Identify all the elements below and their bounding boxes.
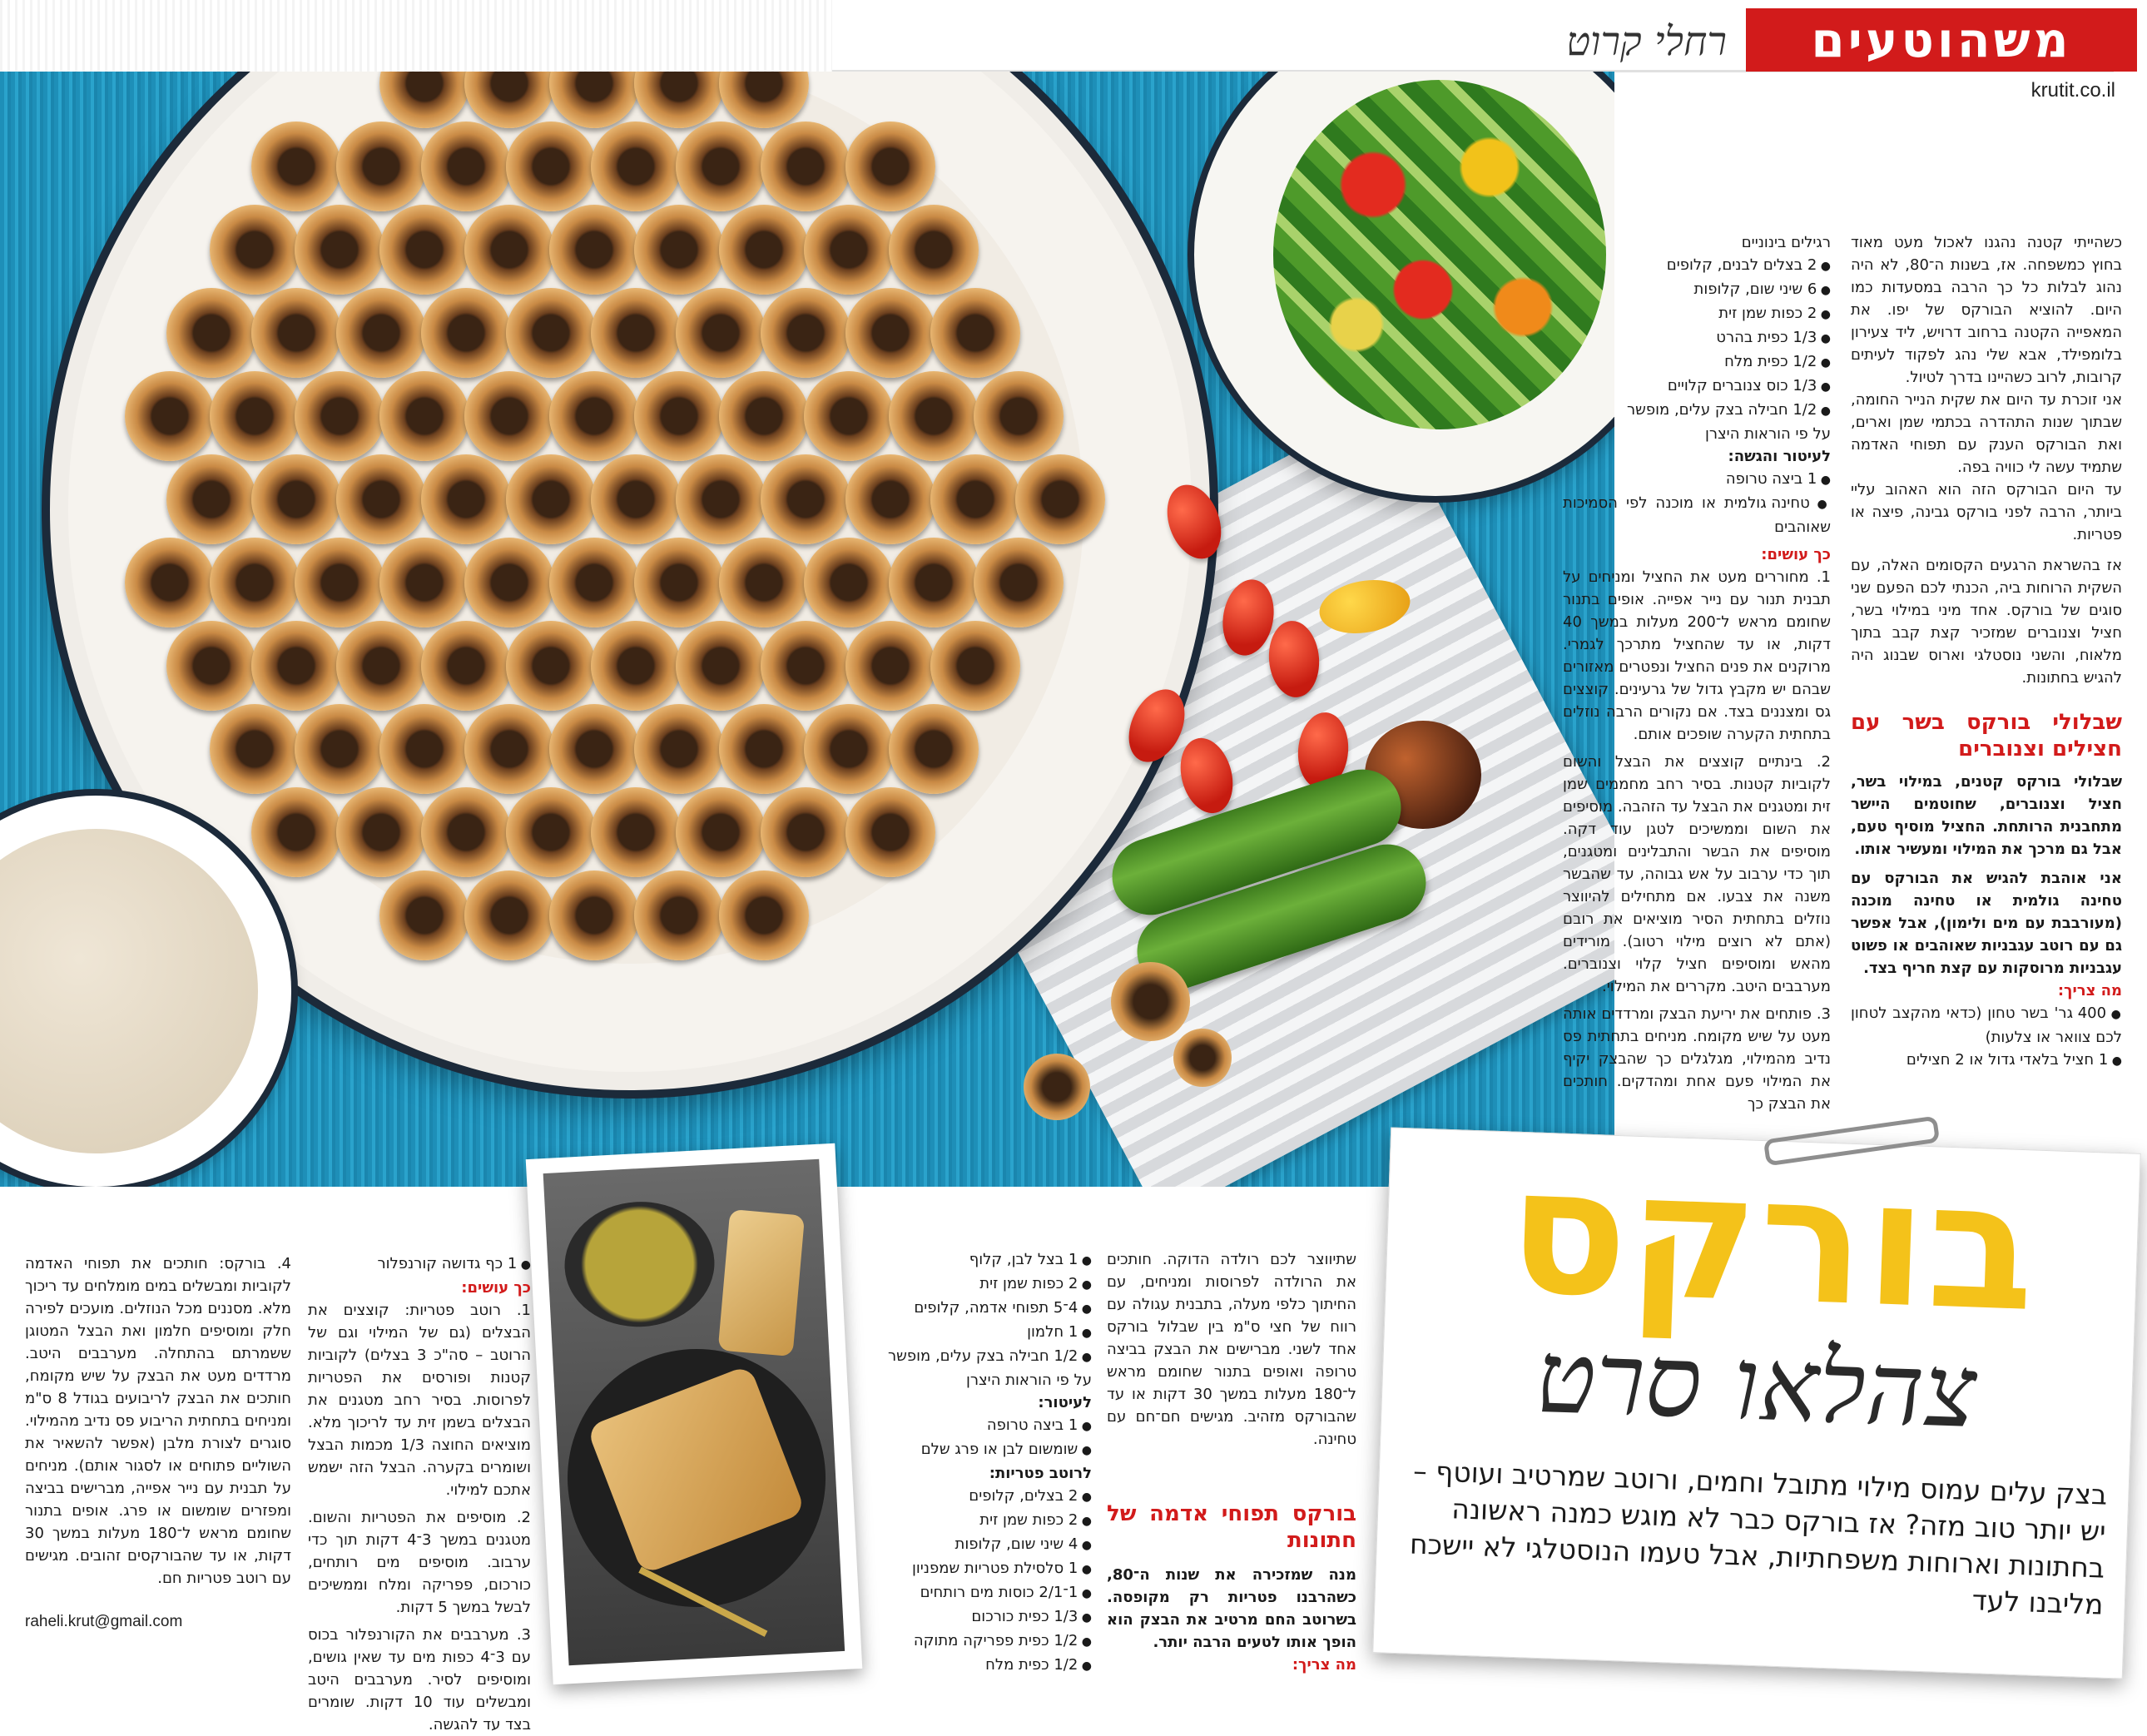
borek-snail-pastry [676,787,766,877]
glaze-label: לעיטור: [1038,1394,1092,1411]
ingredient-item: ● שומשום לבן או פרג שלם [867,1438,1092,1462]
step: 3. מערבבים את הקורנפלור בכוס עם 3־4 כפות מים עד שאין גושים, ומוסיפים לסיר. מערבבים היטב ומבשלים עוד 10 דקות. שומרים בצד עד להגשה. [308,1626,532,1734]
chopped-salad [1273,80,1606,429]
sauce-bowl [562,1198,718,1331]
ingredient-item: ● 2 בצלים, קלופים [867,1485,1092,1509]
borek-snail-pastry [845,288,935,378]
ingredient-item: ● 1/3 כפית כורכום [867,1605,1092,1629]
recipe2-sauce [867,1485,1092,1678]
borek-snail-pastry [421,621,511,711]
ingredient-item: ● 1 סלסילת פטריות שמפניון [867,1557,1092,1581]
ingredient-item: ● 1/2 כפית מלח [1563,350,1831,374]
script-subtitle: צהלאו סרט [1533,1319,1979,1451]
borek-snail-pastry [634,704,724,794]
header-texture-strip [0,0,832,73]
author-name: רחלי קרוט [1566,18,1727,65]
borek-snail-pastry [464,870,554,960]
borek-snail-pastry [591,454,681,544]
loose-pastry [1024,1054,1090,1120]
borek-snail-pastry [719,870,809,960]
recipe1-what-label: מה צריך: [2057,982,2122,999]
borek-snail-pastry [379,704,469,794]
borek-snail-pastry [125,371,215,461]
borek-snail-pastry [251,787,341,877]
borek-snail-pastry [464,538,554,627]
intro-paragraph: אני זוכרת עד היום את שקית הנייר החומה, שבתוך שנות התהדרה בכתמי שמן וארים, ואת הבורקס הענק עם תפוחי האדמה שתמיד עשה לי כוויה בפה. [1851,391,2122,476]
borek-snail-pastry [210,538,300,627]
recipe1-column [1563,231,1831,1115]
main-headline: בורקס [1505,1128,2040,1351]
borek-snail-pastry [210,371,300,461]
intro-paragraph: עד היום הבורקס הזה הוא האהוב עליי ביותר, הרבה לפני בורקס גבינה, פיצה או פטריות. [1851,481,2122,543]
recipe2-steps-column-b [25,1252,291,1590]
borek-snail-pastry [166,288,256,378]
thaw-note: על פי הוראות היצרן [1704,425,1831,443]
ingredient-item: ● 1/2 כפית מלח [867,1654,1092,1678]
ingredient-item: ● 1־2/1 כוסות מים רותחים [867,1581,1092,1605]
ingredient-item: ● 1 חלמון [867,1321,1092,1345]
borek-snail-pastry [591,122,681,211]
borek-snail-pastry [804,371,894,461]
borek-snail-pastry [336,288,426,378]
borek-snail-pastry [210,704,300,794]
main-food-photo [0,72,1614,1187]
intro-column [1851,231,2122,1073]
borek-snail-pastry [845,787,935,877]
borek-snail-pastry [889,371,979,461]
borek-snail-pastry [719,704,809,794]
recipe2-ingredients [867,1248,1092,1369]
recipe1-ingredients-b [1563,254,1831,423]
borek-snail-pastry [930,621,1020,711]
borek-snail-pastry [761,787,850,877]
borek-snail-pastry [719,371,809,461]
borek-snail-pastry [421,787,511,877]
borek-snail-pastry [930,288,1020,378]
borek-snail-pastry [506,454,596,544]
borek-snail-pastry [1015,454,1105,544]
ingredient-continuation: רגילים בינוניים [1741,234,1831,251]
glaze-label: לעיטור והגשה: [1728,448,1831,465]
ingredient-item: ● 2 בצלים לבנים, קלופים [1563,254,1831,278]
ingredient-item: ● 400 גר' בשר טחון (כדאי מהקצב לטחון לכם צוואר או צלעות) [1851,1002,2122,1049]
borek-snail-pastry [719,538,809,627]
recipe1-cont-column [1107,1248,1356,1676]
recipe2-title: בורקס תפוחי אדמה של חתונות [1107,1501,1356,1553]
borek-snail-pastry [210,205,300,295]
website-url: krutit.co.il [2030,79,2115,102]
borek-snail-pastry [295,205,384,295]
recipe2-description: מנה שמזכירה את שנות ה־80, כשהרבנו פטריות רק מקופסה. בשרוטב החם מרטיב את הבצק הוא הופך אותו לטעים הרבה יותר. [1107,1566,1356,1651]
ingredient-item: ● 1 ביצה טרופה [1563,468,1831,492]
borek-snail-pastry [761,288,850,378]
borek-snail-pastry [336,621,426,711]
intro-paragraph: כשהייתי קטנה נהגנו לאכול מעט מאוד בחוץ כמשפחה. אז, בשנות ה־80, לא היה נהוג לבלות כל כך הרבה במסעדות כמו היום. להוציא הבורקס של יפו. את המאפייה הקטנה ברחוב דרויש, ליד צעירון בלומפילד, אבא שלי נהג לפקוד לעיתים קרובות, לרוב כשהיינו בדרך לטיול. [1851,234,2122,386]
borek-snail-pastry [251,454,341,544]
ingredient-item: ● טחינה גולמית או מוכנה לפי הסמיכות שאוהבים [1563,492,1831,538]
borek-snail-pastry [591,621,681,711]
borek-snail-pastry [166,454,256,544]
loose-pastry [1173,1029,1232,1087]
borek-snail-pastry [804,704,894,794]
recipe2-steps-column-a [308,1252,531,1736]
borek-snail-pastry [889,704,979,794]
borek-snail-pastry [974,538,1064,627]
borek-snail-pastry [251,288,341,378]
borek-snail-pastry [676,454,766,544]
borek-snail-pastry [251,122,341,211]
borek-snail-pastry [464,704,554,794]
step: 2. בינתיים קוצצים את הבצל והשום לקוביות קטנות. בסיר רחב מחממים שמן זית ומטגנים את הבצל עד הזהבה. מוסיפים את השום וממשיכים לטגן עוד דקה. מוסיפים את הבשר והתבלינים ומטגנים, תוך כדי ערבוב על אש גבוהה, עד שהבשר משנה את צבעו. אם מתחילים להיווצר נוזלים בתחתית הסיר מוציאים את רובם (אתם לא רוצים מילוי רטוב). מורידים מהאש ומוסיפים חציל קלוי וצנוברים. מערבבים היטב. מקררים את המילוי. [1563,753,1831,995]
borek-snail-pastry [379,870,469,960]
ingredient-item: ● 4־5 תפוחי אדמה, קלופים [867,1297,1092,1321]
intro-paragraph: אז בהשראת הרגעים הקסומים האלה, עם השקית הרוחות ביה, הכנתי לכם הפעם שני סוגים של בורקס. אחד מיני במילוי בשר, חציל וצנוברים שמזכיר קצת קבב בתוך מלאוח, והשני נוסטלגי וארוס שבנוג היה להגיש בחתונות. [1851,557,2122,687]
borek-snail-pastry [464,205,554,295]
recipe1-description: שבלולי בורקס קטנים, במילוי בשר, חציל וצנוברים, שחוטמים היישר מתחבנית הרותחת. החציל מוסיף טעם, אבל גם מרכך את המילוי ומעשיר אותו. [1851,773,2122,858]
ingredient-item: ● 4 שיני שום, קלופות [867,1533,1092,1557]
borek-snail-pastry [506,787,596,877]
borek-snail-pastry [251,621,341,711]
ingredient-item: ● 1 בצל לבן, קלוף [867,1248,1092,1272]
lead-paragraph: בצק עלים עמוס מילוי מתובל וחמים, ורוטב שמרטיב ועוטף – יש יותר טוב מזה? אז בורקס כבר לא מוגש כמנה ראשונה בחתונות וארוחות משפחתיות, אבל טעמו הנוסטלגי לא יישכח מליבנו לעד [1409,1454,2108,1621]
borek-snail-pastry [295,704,384,794]
borek-snail-pastry [125,538,215,627]
sauce-label: לרוטב פטריות: [989,1465,1092,1482]
borek-snail-pastry [634,870,724,960]
borek-snail-pastry [336,122,426,211]
borek-snail-pastry [719,205,809,295]
section-title: משהוטעים [1746,8,2137,72]
ingredient-item: ● 1/2 חבילה בצק עלים, מופשר [1563,399,1831,423]
borek-snail-pastry [421,288,511,378]
borek-snail-pastry [761,454,850,544]
borek-snail-pastry [634,371,724,461]
ingredient-item: ● 1/2 כפית פפריקה מתוקה [867,1629,1092,1654]
recipe1-title: שבלולי בורקס בשר עם חצילים וצנוברים [1851,710,2122,761]
borek-snail-pastry [634,205,724,295]
borek-snail-pastry [549,538,639,627]
borek-snail-pastry [421,454,511,544]
borek-snail-pastry [974,371,1064,461]
borek-snail-pastry [549,205,639,295]
ingredient-item: ● 6 שיני שום, קלופות [1563,278,1831,302]
how-label: כך עושים: [1761,546,1831,563]
borek-piece [718,1209,805,1357]
ingredient-item: ● 2 כפות שמן זית [867,1509,1092,1533]
ingredient-item: ● 1/2 חבילה בצק עלים, מופשר [867,1345,1092,1369]
inset-photo [543,1159,845,1666]
borek-snail-pastry [379,205,469,295]
author-email: raheli.krut@gmail.com [25,1613,183,1630]
step: 1. מחוררים מעט את החציל ומניחים על תבנית תנור עם נייר אפייה. אופים בתנור שחומם מראש ל־200 מעלות במשך 40 דקות, או עד שהחציל מתרכך לגמרי. מרוקנים את פנים החציל ונפטרים מאזורים שבהם יש מקבץ גדול של גרעינים. קוצצים גס ומצננים בצד. אם נקורים הרבה נוזלים בתחתית הקערה שופכים אותם. [1563,568,1831,743]
borek-snail-pastry [761,122,850,211]
borek-snail-pastry [845,621,935,711]
borek-snail-pastry [676,288,766,378]
page-header [0,0,2147,72]
ingredient-item: ● 1 חציל בלאדי גדול או 2 חצילים [1851,1049,2122,1073]
thaw-note: על פי הוראות היצרן [965,1371,1092,1389]
ingredient-item: ● 1 ביצה טרופה [867,1414,1092,1438]
borek-snail-pastry [889,538,979,627]
borek-snail-pastry [889,205,979,295]
recipe1-serving-note: אני אוהבת להגיש את הבורקס עם טחינה גולמית או טחינה מוכנה (מעורבבת עם מים ולימון), אבל אפשר גם עם רוטב עגבניות שאוהבים או פשוט עגבניות מרוסקות עם קצת חריף בצד. [1851,870,2122,977]
borek-snail-pastry [591,787,681,877]
borek-snail-pastry [166,621,256,711]
recipe2-ingredients-column [867,1248,1092,1678]
borek-snail-pastry [845,454,935,544]
step: 1. רוטב פטריות: קוצצים את הבצלים (גם של המילוי וגם של הרוטב – סה"כ 3 בצלים) לקוביות קטנות ופורסים את הפטריות לפרוסות. בסיר רחב מטגנים את הבצלים בשמן זית עד לריכוך מלא. מוציאים החוצה 1/3 מכמות הבצל ושומרים בקערה. הבצל הזה ישמש אתכם למילוי. [308,1302,532,1499]
borek-snail-pastry [464,371,554,461]
loose-pastry [1111,962,1190,1041]
recipe2-sauce-extra [308,1252,531,1277]
how-label: כך עושים: [461,1279,531,1297]
ingredient-item: ● 2 כפות שמן זית [867,1272,1092,1297]
borek-snail-pastry [549,870,639,960]
borek-snail-pastry [845,122,935,211]
borek-snail-pastry [506,288,596,378]
step: 4. בורקס: חותכים את תפוחי האדמה לקוביות ומבשלים במים מומלחים עד ריכוך מלא. מסננים מכל הנוזלים. מועכים לפירה חלק ומוסיפים חלמון ואת הבצל המטוגן ששמרתם בהתחלה. מערבבים היטב. מרדדים מעט את הבצק על שיש מקומח, חותכים את הבצק לריבועים בגודל 8 ס"מ ומניחים בתחתית הריבוע פס נדיב מהמילוי. סוגרים לצורת מלבן (אפשר להשאיר את השוליים פתוחים או לסגור אותם). מניחים על תבנית עם נייר אפייה, מברישים בביצה ומפזרים שומשום או פרג. אופים בתנור שחומם מראש ל־180 מעלות במשך 30 דקות, או עד שהבורקסים זהובים. מגישים עם רוטב פטריות חם. [25,1255,291,1587]
recipe1-ingredients-a [1851,1002,2122,1073]
recipe2-glaze [867,1414,1092,1462]
borek-snail-pastry [549,704,639,794]
borek-snail-pastry [295,538,384,627]
borek-snail-pastry [421,122,511,211]
borek-snail-pastry [930,454,1020,544]
borek-snail-pastry [676,621,766,711]
borek-snail-pastry [506,122,596,211]
borek-snail-pastry [336,787,426,877]
borek-snail-pastry [336,454,426,544]
borek-snail-pastry [549,371,639,461]
inset-photo-frame [526,1143,863,1685]
recipe1-glaze [1563,468,1831,538]
borek-snail-pastry [804,205,894,295]
borek-snail-pastry [379,371,469,461]
ingredient-item: ● 1/3 כפית בהרט [1563,326,1831,350]
borek-snail-pastry [804,538,894,627]
step: 3. פותחים את יריעת הבצק ומרדדים אותה מעט על שיש מקומח. מניחים בתחתית פס נדיב מהמילוי, מגלגלים כך שהבצק יקיף את המילוי פעם אחת ומהדקים. חותכים את הבצק כך [1563,1005,1831,1113]
ingredient-item: ● 2 כפות שמן זית [1563,302,1831,326]
borek-snail-pastry [379,538,469,627]
borek-snail-pastry [506,621,596,711]
borek-snail-pastry [591,288,681,378]
recipe1-continuation: שתיווצר לכם רולדה הדוקה. חותכים את הרולדה לפרוסות ומניחים, עם החיתוך כלפי מעלה, בתבנית עגולה עם רווח של חצי ס"מ בין שבלול בורקס אחד לשני. מברישים את הבצק בביצה טרופה ואופים בתנור שחומם מראש ל־180 מעלות במשך 30 דקות או עד שהבורקס מזהיב. מגישים חם־חם עם טחינה. [1107,1251,1356,1448]
step: 2. מוסיפים את הפטריות והשום. מטגנים במשך 3־4 דקות תוך כדי ערבוב. מוסיפים מים רותחים, כורכום, פפריקה ומלח וממשיכים לבשל במשך 5 דקות. [308,1509,531,1616]
recipe2-what-label: מה צריך: [1292,1656,1356,1674]
borek-snail-pastry [761,621,850,711]
borek-snail-pastry [634,538,724,627]
ingredient-item: ● 1/3 כוס צנוברים קלויים [1563,374,1831,399]
borek-snail-pastry [295,371,384,461]
borek-snail-pastry [676,122,766,211]
ingredient-item: ● 1 כף גדושה קורנפלור [308,1252,531,1277]
